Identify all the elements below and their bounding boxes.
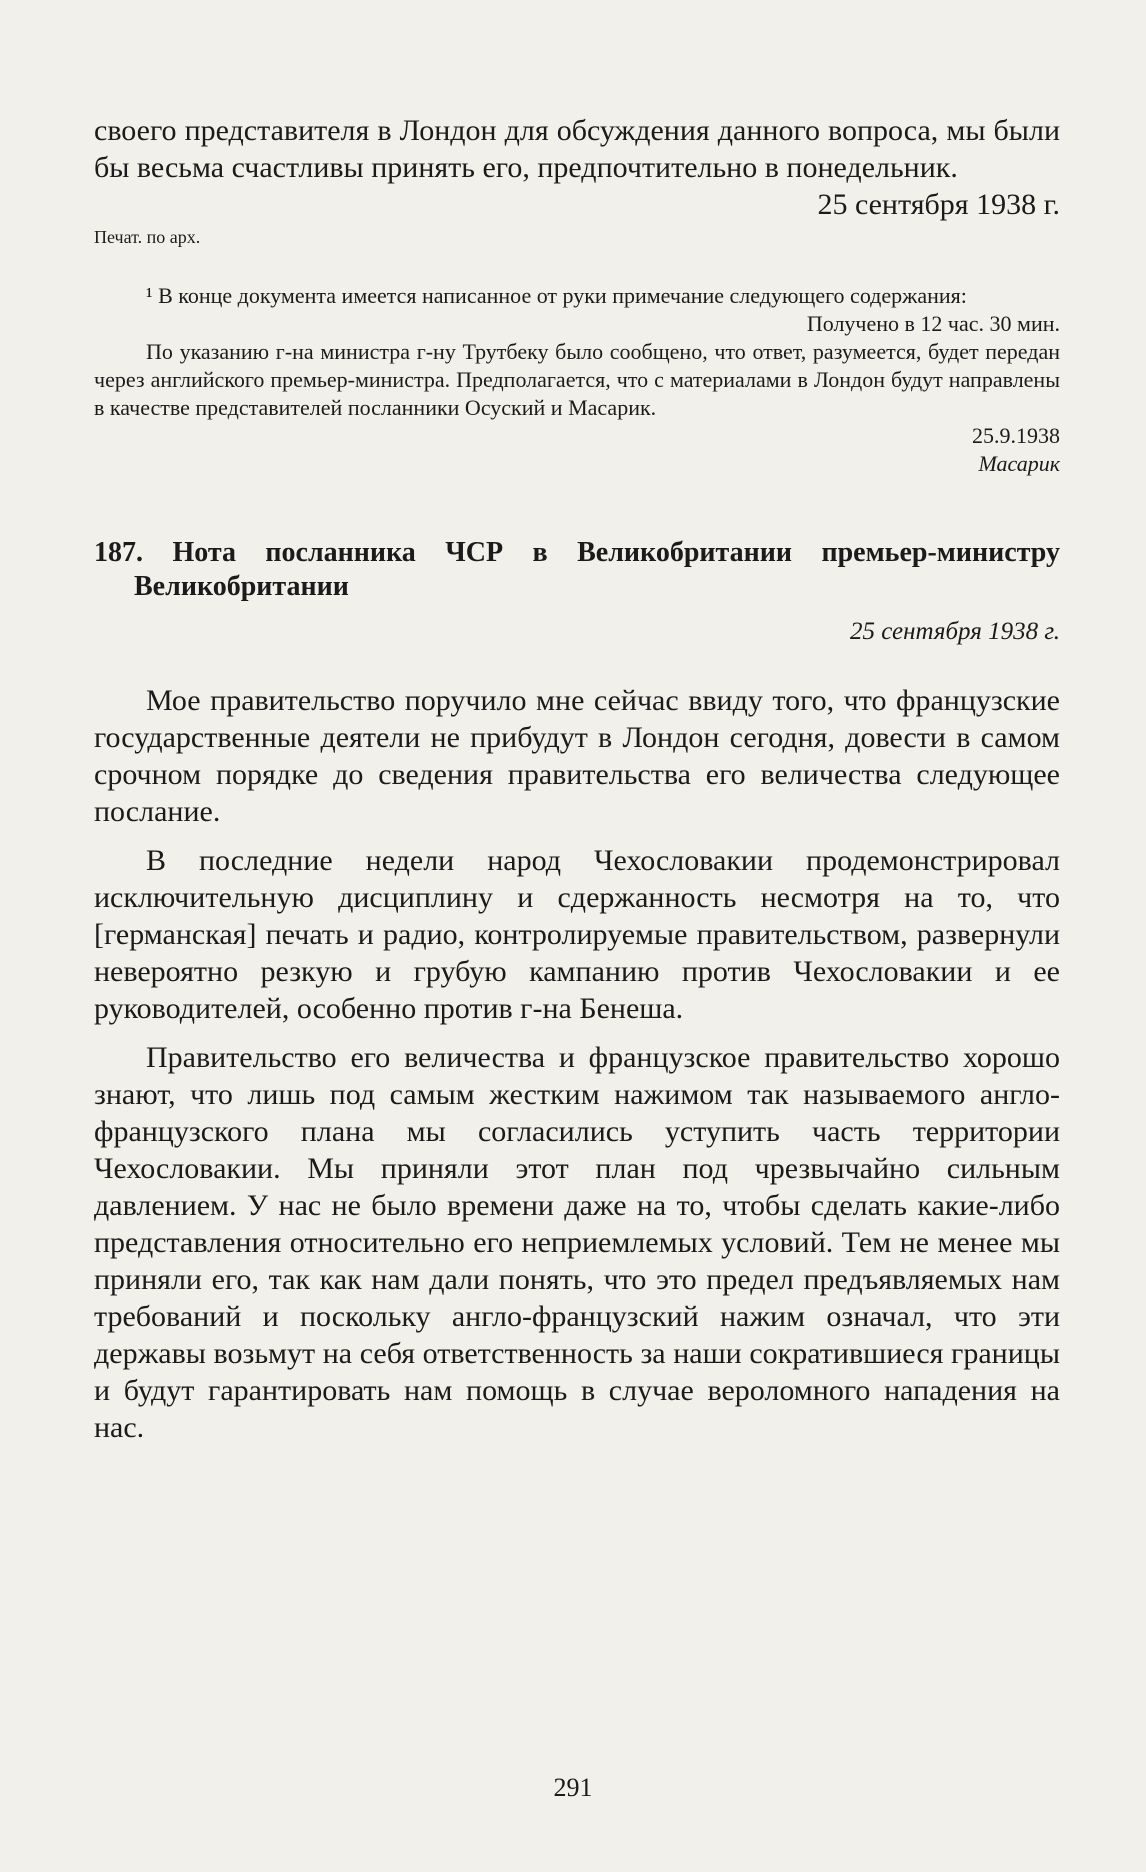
footnote <box>94 282 1060 478</box>
body-paragraph: Правительство его величества и французское правительство хорошо знают, что лишь под самым жестким нажимом так называемого англо-французского плана мы согласились уступить часть территории Чехословакии. Мы приняли этот план под чрезвычайно сильным давлением. У нас не было времени даже на то, чтобы сделать какие-либо представления относительно его неприемлемых условий. Тем не менее мы приняли его, так как нам дали понять, что это предел предъявляемых нам требований и поскольку англо-французский нажим означал, что эти державы возьмут на себя ответственность за наши сократившиеся границы и будут гарантировать нам помощь в случае вероломного нападения на нас. <box>94 1041 1060 1444</box>
page-number: 291 <box>553 1773 593 1802</box>
section-heading: 187. Нота посланника ЧСР в Великобритании премьер-министру Великобритании <box>94 537 1060 602</box>
footnote-text: ¹ В конце документа имеется написанное от руки примечание следующего содержания: <box>146 283 967 308</box>
footnote-body: По указанию г-на министра г-ну Трутбеку было сообщено, что ответ, разумеется, будет передан через английского премьер-министра. Предполагается, что с материалами в Лондон будут направлены в качестве представителей посланники Осуский и Масарик. <box>94 339 1060 420</box>
footnote-date: 25.9.1938 <box>972 423 1060 448</box>
section-body <box>94 682 1060 1446</box>
document-date: 25 сентября 1938 г. <box>817 188 1060 221</box>
section-date: 25 сентября 1938 г. <box>849 618 1060 645</box>
footnote-signature: Масарик <box>978 451 1060 476</box>
intro-paragraph: своего представителя в Лондон для обсуждения данного вопроса, мы были бы весьма счастливы принять его, предпочтительно в понедельник. <box>94 114 1060 184</box>
body-paragraph: Мое правительство поручило мне сейчас ввиду того, что французские государственные деятели не прибудут в Лондон сегодня, довести в самом срочном порядке до сведения правительства его величества следующее послание. <box>94 684 1060 828</box>
source-note: Печат. по арх. <box>94 227 201 247</box>
body-paragraph: В последние недели народ Чехословакии продемонстрировал исключительную дисциплину и сдержанность несмотря на то, что [германская] печать и радио, контролируемые правительством, развернули невероятно резкую и грубую кампанию против Чехословакии и ее руководителей, особенно против г-на Бенеша. <box>94 844 1060 1025</box>
footnote-received: Получено в 12 час. 30 мин. <box>806 311 1060 336</box>
